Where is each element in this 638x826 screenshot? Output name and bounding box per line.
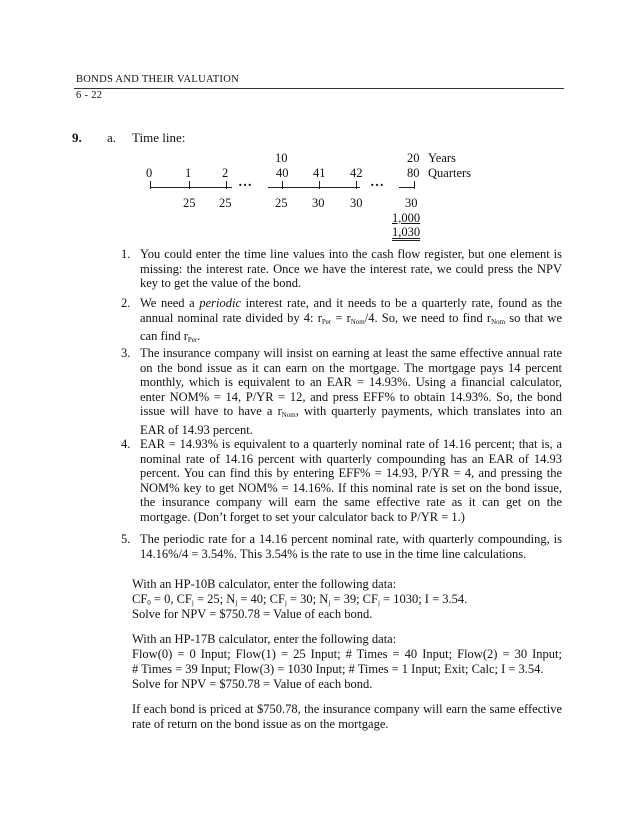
- timeline-tick: [189, 181, 190, 189]
- timeline-tick: [282, 181, 283, 189]
- cash-flow-q2: 25: [219, 196, 232, 210]
- years-label: Years: [428, 151, 456, 165]
- timeline-tick: [226, 181, 227, 189]
- item-number: 5.: [121, 532, 131, 546]
- timeline-axis-segment: [150, 187, 232, 188]
- timeline-ellipsis: …: [238, 175, 253, 190]
- hp17b-line-2: # Times = 39 Input; Flow(3) = 1030 Input; # Times = 1 Input; Exit; Calc; I = 3.54.: [132, 662, 544, 676]
- item-number: 4.: [121, 437, 131, 451]
- quarter-mark-42: 42: [350, 166, 363, 180]
- item-text: The insurance company will insist on earning at least the same effective annual rate on the bond issue as it can earn on the mortgage. The mortgage pays 14 percent monthly, which is equivalent to an EAR = 14.93%. Using a financial calculator, enter NOM% = 14, P/YR = 12, and press EFF% to obtain 14.93%. So, the bond issue will have to have a $r_{Nom}$, with quarterly payments, which translates into an EAR of 14.93 percent.: [140, 346, 562, 437]
- cash-flow-q1: 25: [183, 196, 196, 210]
- item-number: 3.: [121, 346, 131, 360]
- item-number: 2.: [121, 296, 131, 310]
- quarter-mark-1: 1: [185, 166, 192, 180]
- item-text: EAR = 14.93% is equivalent to a quarterly nominal rate of 14.16 percent; that is, a nominal rate of 14.16 percent with quarterly compounding has an EAR of 14.93 percent. You can find this by entering EFF% = 14.93, P/YR = 4, and pressing the NOM% key to get NOM% = 14.16%. If this nominal rate is set on the bond issue, the insurance company will earn the same effective rate as it can get on the mortgage. (Don’t forget to set your calculator back to P/YR = 1.): [140, 437, 562, 524]
- total-cash-flow: 1,030: [392, 225, 421, 239]
- problem-number: 9.: [72, 130, 82, 145]
- cash-flow-q80: 30: [405, 196, 418, 210]
- timeline-ellipsis: …: [370, 175, 385, 190]
- page-number: 6 - 22: [76, 90, 103, 101]
- quarter-mark-2: 2: [222, 166, 229, 180]
- face-value: 1,000: [392, 211, 421, 225]
- hp17b-line-1: Flow(0) = 0 Input; Flow(1) = 25 Input; # Times = 40 Input; Flow(2) = 30 Input;: [132, 647, 562, 661]
- conclusion-text: If each bond is priced at $750.78, the insurance company will earn the same effective rate of return on the bond issue as on the mortgage.: [132, 702, 562, 731]
- hp17b-solve: Solve for NPV = $750.78 = Value of each bond.: [132, 677, 373, 691]
- header-rule: [74, 88, 564, 89]
- timeline-tick: [356, 181, 357, 189]
- hp10b-solve: Solve for NPV = $750.78 = Value of each bond.: [132, 607, 373, 621]
- quarter-mark-80: 80: [407, 166, 420, 180]
- year-mark-10: 10: [275, 151, 288, 165]
- hp17b-intro: With an HP-17B calculator, enter the following data:: [132, 632, 397, 646]
- quarters-label: Quarters: [428, 166, 472, 180]
- timeline-tick: [414, 181, 415, 189]
- quarter-mark-41: 41: [313, 166, 326, 180]
- hp10b-intro: With an HP-10B calculator, enter the following data:: [132, 577, 397, 591]
- hp10b-data: $CF_0 = 0$, $CF_j = 25$; $N_j = 40$; $CF_j = 30$; $N_j = 39$; $CF_j = 1030$; I = 3.54.: [132, 592, 468, 607]
- problem-part: a.: [107, 130, 117, 145]
- year-mark-20: 20: [407, 151, 420, 165]
- quarter-mark-40: 40: [276, 166, 289, 180]
- item-number: 1.: [121, 247, 131, 261]
- item-text: The periodic rate for a 14.16 percent nominal rate, with quarterly compounding, is 14.16%/4 = 3.54%. This 3.54% is the rate to use in the time line calculations.: [140, 532, 562, 561]
- timeline-tick: [319, 181, 320, 189]
- cash-flow-q42: 30: [350, 196, 363, 210]
- running-header-title: BONDS AND THEIR VALUATION: [76, 74, 239, 85]
- cash-flow-q41: 30: [312, 196, 325, 210]
- quarter-mark-0: 0: [146, 166, 153, 180]
- item-text: You could enter the time line values into the cash flow register, but one element is missing: the interest rate. Once we have the interest rate, we could press the NPV key to get the value of the bond.: [140, 247, 562, 291]
- part-title: Time line:: [132, 130, 186, 145]
- item-text: We need a periodic interest rate, and it needs to be a quarterly rate, found as the annual nominal rate divided by 4: $r_{Per} = r_{Nom}/4$. So, we need to find $r_{Nom}$ so that we can find $r_{Per}$.: [140, 296, 562, 345]
- cash-flow-q40: 25: [275, 196, 288, 210]
- timeline-tick: [150, 181, 151, 189]
- timeline-axis-segment: [399, 187, 415, 188]
